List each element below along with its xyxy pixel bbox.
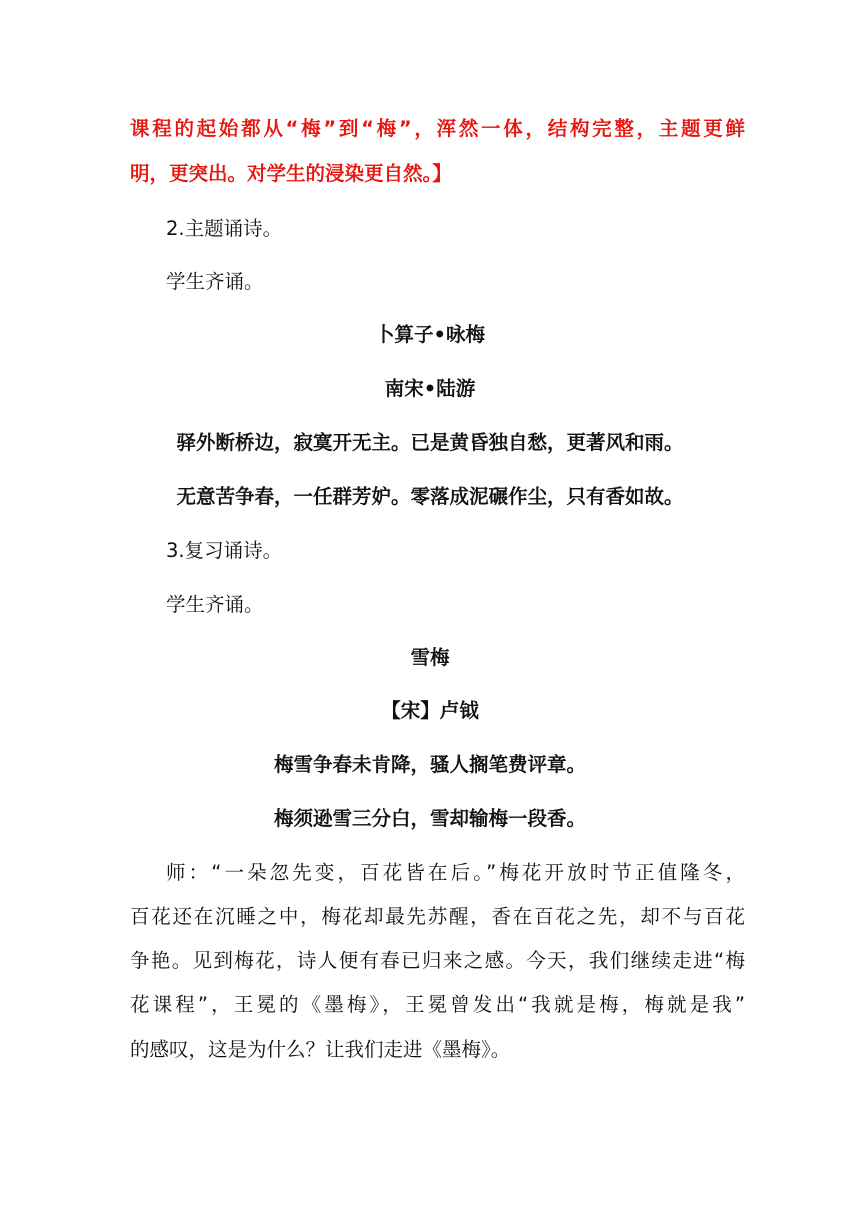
teacher-paragraph-line-1: 师：“一朵忽先变，百花皆在后。”梅花开放时节正值隆冬， (166, 861, 745, 884)
teaching-note-line-2: 明，更突出。对学生的浸染更自然。】 (130, 162, 452, 185)
section-2-heading: 2.主题诵诗。 (166, 217, 283, 240)
teacher-paragraph-line-3: 争艳。见到梅花，诗人便有春已归来之感。今天，我们继续走进“梅 (130, 949, 745, 972)
poem-1-author: 南宋•陆游 (384, 377, 476, 400)
poem-2-line-1: 梅雪争春未肯降，骚人搁笔费评章。 (273, 753, 586, 776)
teaching-note-line-1: 课程的起始都从“梅”到“梅”，浑然一体，结构完整，主题更鲜 (130, 117, 745, 140)
poem-1-line-2: 无意苦争春，一任群芳妒。零落成泥碾作尘，只有香如故。 (176, 485, 684, 508)
poem-1-line-1: 驿外断桥边，寂寞开无主。已是黄昏独自愁，更著风和雨。 (176, 431, 684, 454)
teacher-paragraph-line-2: 百花还在沉睡之中，梅花却最先苏醒，香在百花之先，却不与百花 (130, 905, 745, 928)
teacher-paragraph-line-4: 花课程”，王冕的《墨梅》，王冕曾发出“我就是梅，梅就是我” (130, 993, 745, 1016)
section-2-instruction: 学生齐诵。 (166, 270, 264, 293)
poem-2-line-2: 梅须逊雪三分白，雪却输梅一段香。 (273, 807, 586, 830)
section-3-instruction: 学生齐诵。 (166, 593, 264, 616)
poem-1-title: 卜算子•咏梅 (375, 323, 485, 346)
section-3-heading: 3.复习诵诗。 (166, 539, 283, 562)
poem-2-author: 【宋】卢钺 (381, 699, 479, 722)
poem-2-title: 雪梅 (410, 646, 450, 669)
teacher-paragraph-line-5: 的感叹，这是为什么？让我们走进《墨梅》。 (130, 1038, 511, 1061)
